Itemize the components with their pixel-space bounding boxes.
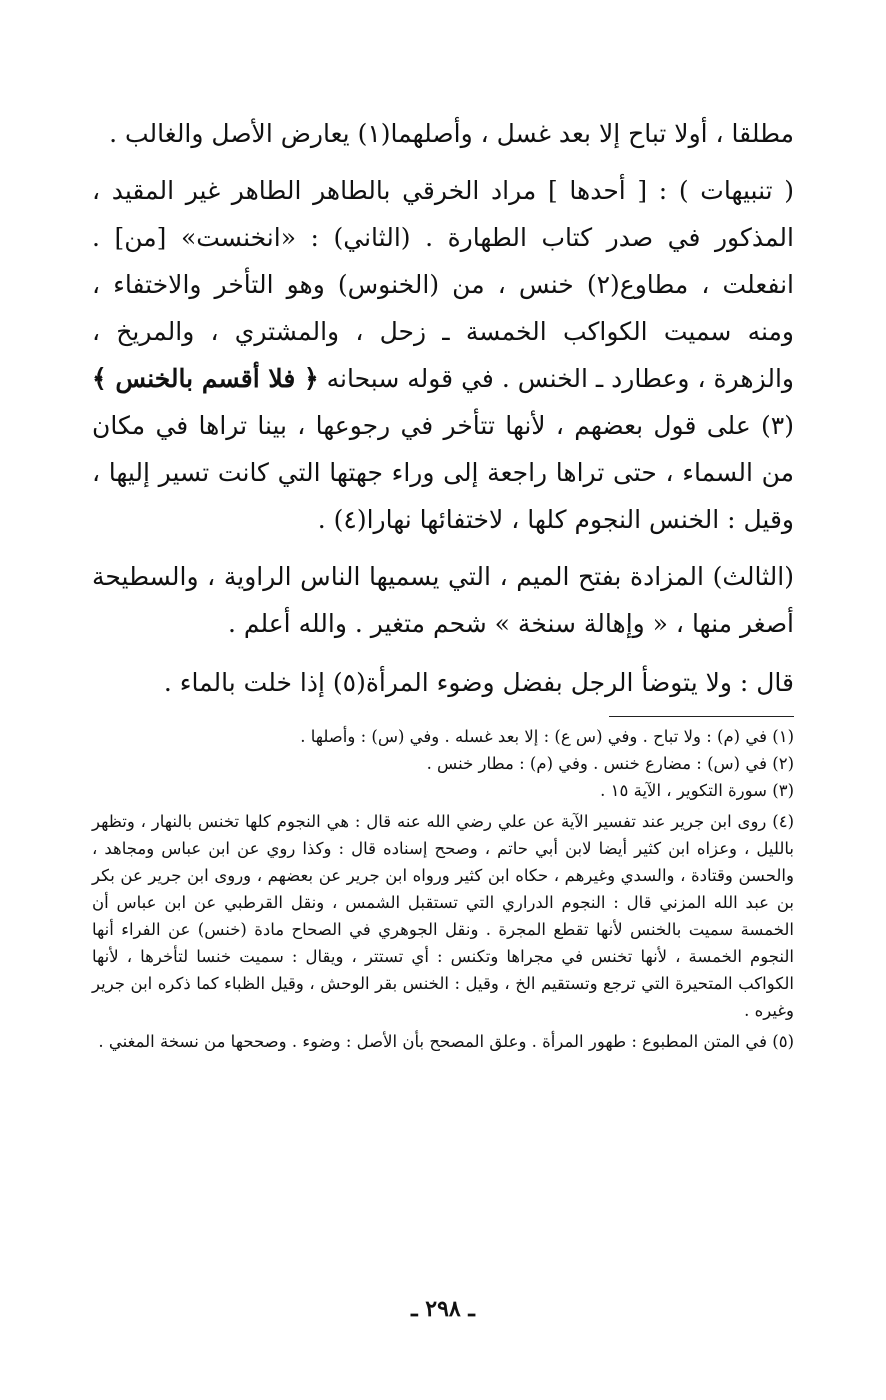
footnote-1: (١) في (م) : ولا تباح . وفي (س ع) : إلا بعد غسله . وفي (س) : وأصلها . bbox=[300, 727, 794, 746]
footnote-3: (٣) سورة التكوير ، الآية ١٥ . bbox=[600, 781, 794, 800]
quran-verse: ﴿ فلا أقسم بالخنس ﴾ bbox=[92, 364, 319, 393]
paragraph-3: (الثالث) المزادة بفتح الميم ، التي يسميها الناس الراوية ، والسطيحة أصغر منها ، « وإهالة سنخة » شحم متغير . والله أعلم . bbox=[92, 562, 794, 638]
paragraph-1: مطلقا ، أولا تباح إلا بعد غسل ، وأصلهما(١) يعارض الأصل والغالب . bbox=[109, 119, 794, 148]
footnote-2: (٢) في (س) : مضارع خنس . وفي (م) : مطار خنس . bbox=[426, 754, 794, 773]
main-text bbox=[92, 110, 794, 706]
paragraph-4: قال : ولا يتوضأ الرجل بفضل وضوء المرأة(٥) إذا خلت بالماء . bbox=[163, 668, 794, 697]
footnote-separator bbox=[609, 716, 794, 717]
footnotes bbox=[92, 723, 794, 1055]
footnote-5: (٥) في المتن المطبوع : طهور المرأة . وعلق المصحح بأن الأصل : وضوء . وصححها من نسخة المغني . bbox=[98, 1032, 794, 1051]
paragraph-2-text-a: ( تنبيهات ) : [ أحدها ] مراد الخرقي بالطاهر الطاهر غير المقيد ، المذكور في صدر كتاب الطهارة . (الثاني) : «انخنست» [من] . انفعلت ، مطاوع(٢) خنس ، من (الخنوس) وهو التأخر والاختفاء ، ومنه سميت الكواكب الخمسة ـ زحل ، والمشتري ، والمريخ ، والزهرة ، وعطارد ـ الخنس . في قوله سبحانه bbox=[92, 176, 795, 393]
paragraph-2 bbox=[92, 167, 794, 543]
footnote-4: (٤) روى ابن جرير عند تفسير الآية عن علي رضي الله عنه قال : هي النجوم كلها تخنس بالنهار ، وتظهر بالليل ، وعزاه ابن كثير أيضا لابن أبي حاتم ، وصحح إسناده قال : وكذا روي عن ابن عباس ومجاهد ، والحسن وقتادة ، والسدي وغيرهم ، حكاه ابن كثير ورواه ابن جرير عن بعضهم ، وروى ابن جرير عن بكر بن عبد الله المزني قال : النجوم الدراري التي تستقبل الشمس ، ونقل القرطبي عن ابن عباس أن الخمسة سميت بالخنس لأنها تقطع المجرة . ونقل الجوهري في الصحاح مادة (خنس) عن الفراء أنها النجوم الخمسة ، لأنها تخنس في مجراها وتكنس : أي تستتر ، ويقال : سميت خنسا لتأخرها ، لأنها الكواكب المتحيرة التي ترجع وتستقيم الخ ، وقيل : الخنس بقر الوحش ، وقيل الظباء كما ذكره ابن جرير وغيره . bbox=[92, 812, 794, 1020]
page-content bbox=[92, 110, 794, 1055]
paragraph-2-text-b: (٣) على قول بعضهم ، لأنها تتأخر في رجوعها ، بينا تراها في مكان من السماء ، حتى تراها راجعة إلى وراء جهتها التي كانت تسير إليها ، وقيل : الخنس النجوم كلها ، لاختفائها نهارا(٤) . bbox=[92, 411, 794, 534]
page-number: ـ ٢٩٨ ـ bbox=[411, 1296, 475, 1322]
